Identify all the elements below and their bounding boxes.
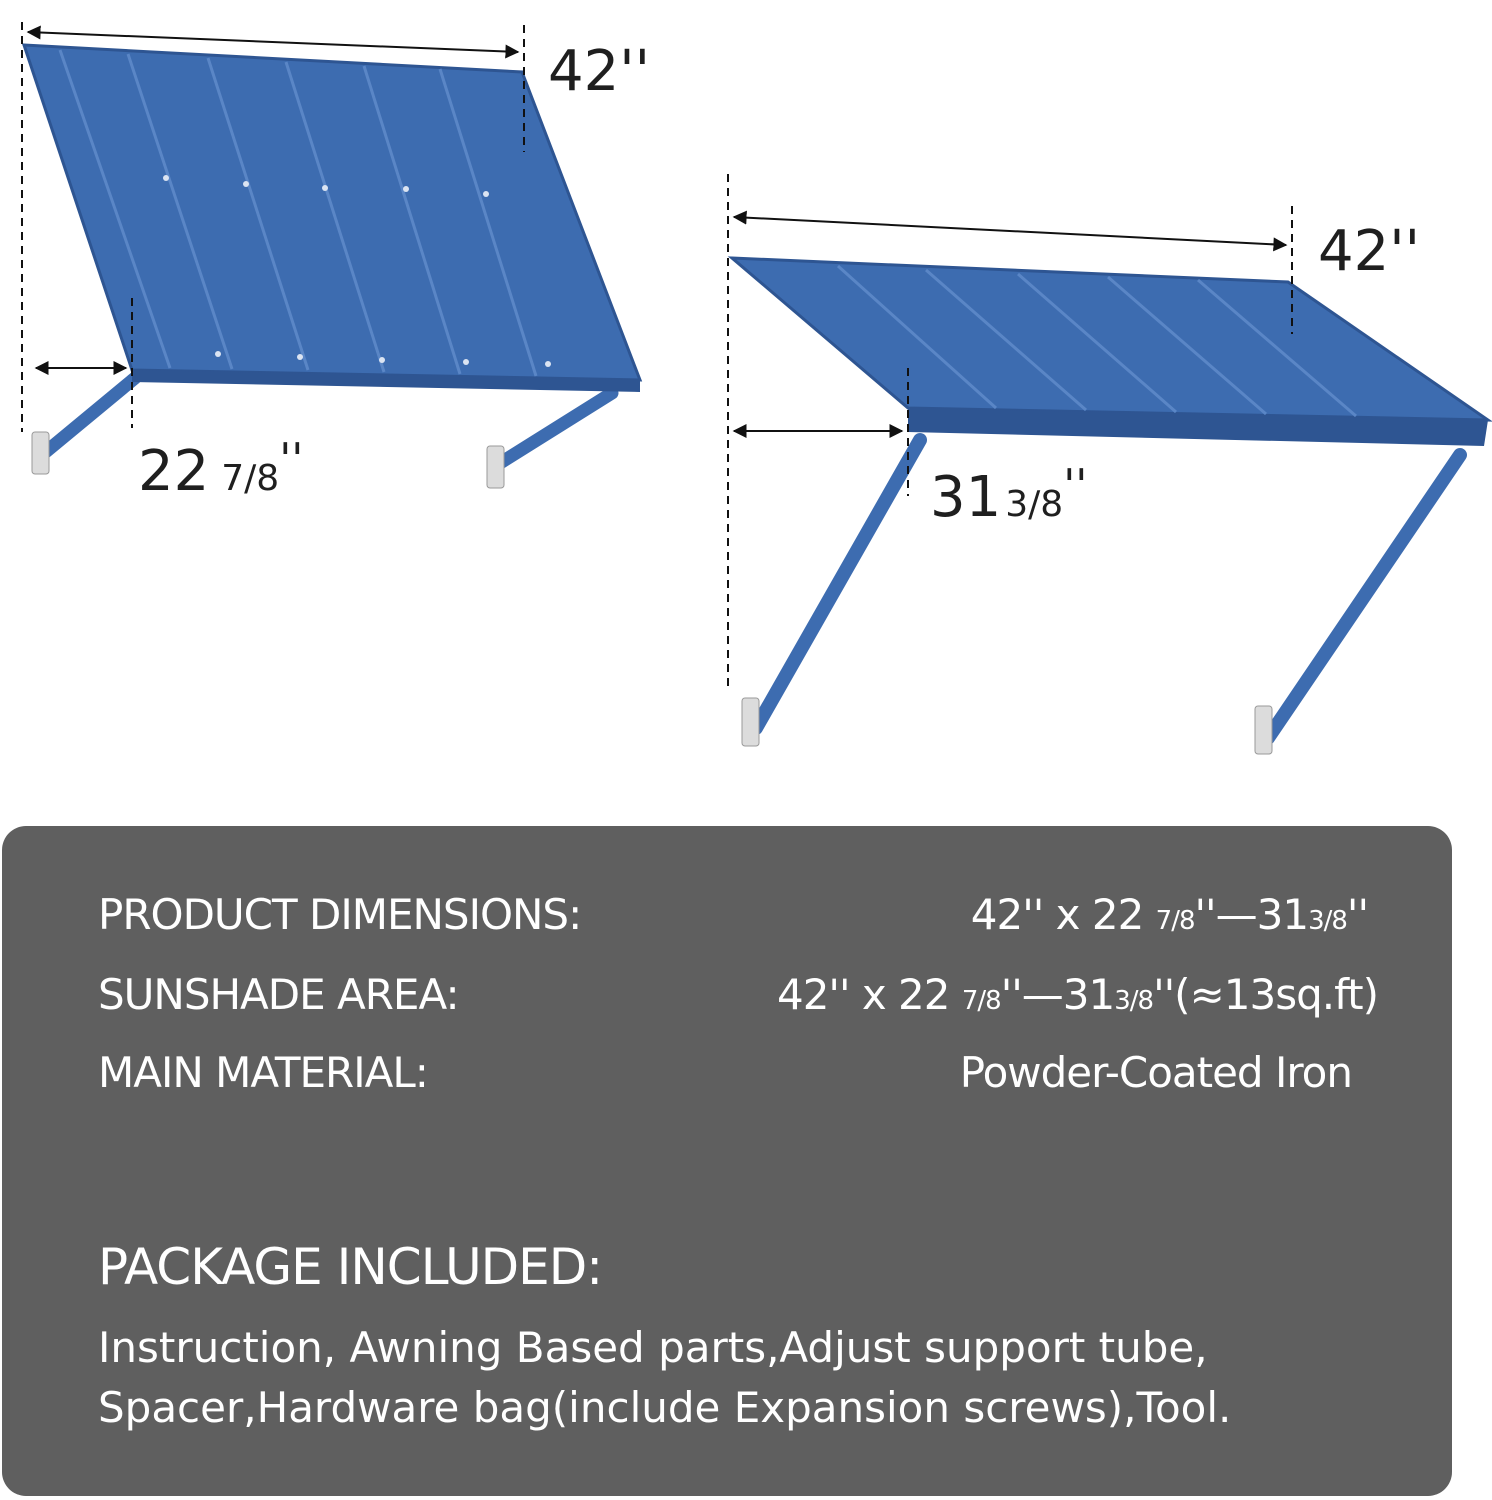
package-contents — [98, 1318, 1398, 1438]
spec-panel — [2, 826, 1452, 1496]
width-label-left: 42'' — [548, 39, 651, 104]
material-value: Powder-Coated Iron — [959, 1048, 1352, 1097]
dimensions-value: 42'' x 22 7/8''—313/8'' — [970, 890, 1368, 939]
sunshade-label: SUNSHADE AREA: — [98, 970, 459, 1019]
package-line-2: Spacer,Hardware bag(include Expansion screws),Tool. — [98, 1383, 1232, 1432]
package-title: PACKAGE INCLUDED: — [98, 1238, 603, 1296]
sunshade-value: 42'' x 22 7/8''—313/8''(≈13sq.ft) — [776, 970, 1378, 1019]
package-line-1: Instruction, Awning Based parts,Adjust support tube, — [98, 1323, 1208, 1372]
material-label: MAIN MATERIAL: — [98, 1048, 428, 1097]
depth-label-left: 22 7/8'' — [138, 434, 304, 504]
dimensions-label: PRODUCT DIMENSIONS: — [98, 890, 582, 939]
depth-label-right: 31 3/8'' — [930, 460, 1088, 530]
width-label-right: 42'' — [1318, 219, 1421, 284]
